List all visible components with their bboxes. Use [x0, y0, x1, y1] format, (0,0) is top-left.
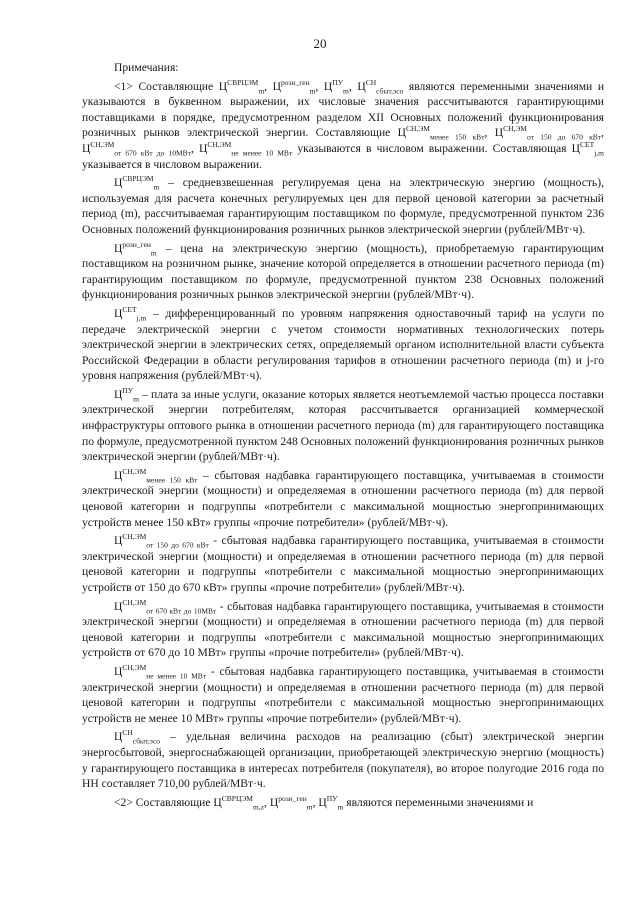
symbol-c-pu: $Ц^{ПУ}_m$ — [114, 386, 139, 404]
def-text: - сбытовая надбавка гарантирующего поставщика, учитываемая в стоимости электрической энергии (мощности) и определяемая в отношении расчетного периода (m) для первой ценовой категории и подгруппы «потребители с максимальной мощностью энергопринимающих устройств от 150 до 670 кВт» группы «прочие потребители» (рублей/МВт·ч). — [82, 534, 605, 594]
def-text: – плата за иные услуги, оказание которых является неотъемлемой частью процесса поставки электрической энергии потребителям, которая рассчитывается организацией коммерческой инфраструктуры оптового рынка в отношении расчетного периода (m) для гарантирующего поставщика по формуле, предусмотренной пунктом 248 Основных положений функционирования розничных рынков электрической энергии (рублей/МВт·ч). — [82, 387, 604, 464]
def-text: – средневзвешенная регулируемая цена на электрическую энергию (мощность), используемая для расчета конечных регулируемых цен для первой ценовой категории за расчетный период (m), рассчитываемая гарантирующим поставщиком по формуле, предусмотренной пунктом 236 Основных положений функционирования розничных рынков электрической энергии (рублей/МВт·ч). — [82, 176, 604, 236]
notes-section — [82, 60, 604, 813]
symbol-c-670-10: $Ц^{СН,ЭМ}_{от 670 кВт до 10МВт}$ — [114, 597, 217, 615]
def-text: – цена на электрическую энергию (мощность), приобретаемую гарантирующим поставщиком на розничном рынке, значение которой определяется в отношении расчетного периода (m) гарантирующим поставщиком по формуле, предусмотренной пунктом 238 Основных положений функционирования розничных рынков электрической энергии (рублей/МВт·ч). — [82, 241, 605, 302]
def-pu — [82, 387, 604, 465]
symbol-c-set: $Ц^{СЕТ}_{j,m}$ — [114, 305, 147, 323]
def-150-670 — [82, 533, 604, 595]
def-text: - сбытовая надбавка гарантирующего поставщика, учитываемая в стоимости электрической энергии (мощности) и определяемая в отношении расчетного периода (m) для первой ценовой категории и подгруппы «потребители с максимальной мощностью энергопринимающих устройств не менее 10 МВт» группы «прочие потребители» (рублей/МВт·ч). — [82, 664, 605, 725]
note-1-paragraph: <1> Составляющие $Ц^{СВРЦЭМ}_m$, $Ц^{розн\_ген}_m$, $Ц^{ПУ}_m$, $Ц^{СН}_{сбыт,эсо}$ являются переменными значениями и указываются в буквенном выражении, их числовые значения рассчитываются гарантирующими поставщиками в порядке, предусмотренном разделом XII Основных положений функционирования розничных рынков электрической энергии. Составляющие $Ц^{СН,ЭМ}_{менее 150 кВт}$, $Ц^{СН,ЭМ}_{от 150 до 670 кВт}$, $Ц^{СН,ЭМ}_{от 670 кВт до 10МВт}$, $Ц^{СН,ЭМ}_{не менее 10 МВт}$ указываются в числовом выражении. Составляющая $Ц^{СЕТ}_{j,m}$ указывается в числовом выражении. — [82, 77, 605, 171]
symbol-c-less-150: $Ц^{СН,ЭМ}_{менее 150 кВт}$ — [397, 124, 485, 142]
symbol-c-sbyt-eso: $Ц^{СН}_{сбыт,эсо}$ — [114, 728, 160, 746]
def-text: - сбытовая надбавка гарантирующего поставщика, учитываемая в стоимости электрической энергии (мощности) и определяемая в отношении расчетного периода (m) для первой ценовой категории и подгруппы «потребители с максимальной мощностью энергопринимающих устройств от 670 до 10 МВт» группы «прочие потребители» (рублей/МВт·ч). — [82, 599, 604, 660]
symbol-c-10: $Ц^{СН,ЭМ}_{не менее 10 МВт}$ — [114, 663, 207, 681]
def-set — [82, 306, 604, 384]
def-670-10 — [82, 599, 604, 661]
def-text: – удельная величина расходов на реализацию (сбыт) электрической энергии энергосбытовой, энергоснабжающей организации, приобретающей электрическую энергию (мощность) у гарантирующего поставщика в интересах потребителя (покупателя), во второе полугодие 2016 года по НН составляет 710,00 рублей/МВт·ч. — [82, 730, 604, 791]
symbol-c-10: $Ц^{СН,ЭМ}_{не менее 10 МВт}$ — [199, 140, 293, 158]
symbol-c-less-150: $Ц^{СН,ЭМ}_{менее 150 кВт}$ — [114, 466, 198, 485]
note-1-text-3: указывается в числовом выражении. — [82, 157, 263, 171]
symbol-c-rozn-gen: $Ц^{розн\_ген}_m$ — [114, 239, 157, 257]
def-svrcem — [82, 175, 604, 237]
symbol-c-svrcem: $Ц^{СВРЦЭМ}_m$ — [114, 174, 160, 192]
def-text: – дифференцированный по уровням напряжения одноставочный тариф на услуги по передаче электрической энергии с учетом стоимости нормативных технологических потерь электрической энергии в электрических сетях, определяемый органом исполнительной власти субъекта Российской Федерации в области регулирования тарифов в отношении расчетного периода (m) и j-го уровня напряжения (рублей/МВт·ч). — [82, 306, 604, 383]
def-rozn-gen — [82, 241, 604, 303]
symbol-c-150-670: $Ц^{СН,ЭМ}_{от 150 до 670 кВт}$ — [114, 532, 209, 550]
symbol-c-rozn-gen: $Ц^{розн\_ген}_m$ — [269, 793, 313, 812]
symbol-c-pu: $Ц^{ПУ}_m$ — [323, 77, 349, 95]
symbol-c-svrcem-mz: $Ц^{СВРЦЭМ}_{m,z}$ — [213, 793, 265, 812]
note-2-end: являются переменными значениями и — [346, 795, 534, 809]
note-2-paragraph: <2> Составляющие $Ц^{СВРЦЭМ}_{m,z}$, $Ц^{розн\_ген}_m$, $Ц^{ПУ}_m$ являются переменными значениями и — [114, 793, 534, 812]
symbol-c-pu: $Ц^{ПУ}_m$ — [318, 793, 344, 812]
symbol-c-sbyt-eso: $Ц^{СН}_{сбыт,эсо}$ — [357, 77, 404, 95]
notes-heading: Примечания: — [114, 61, 179, 74]
def-sbyt-eso — [82, 729, 604, 791]
note-1-start: <1> Составляющие — [114, 79, 214, 93]
symbol-c-670-10: $Ц^{СН,ЭМ}_{от 670 кВт до 10МВт}$ — [82, 140, 191, 158]
symbol-c-rozn-gen: $Ц^{розн\_ген}_m$ — [272, 77, 316, 95]
symbol-c-150-670: $Ц^{СН,ЭМ}_{от 150 до 670 кВт}$ — [494, 124, 602, 142]
def-less-150 — [82, 468, 604, 530]
def-10 — [82, 664, 604, 726]
page-number: 20 — [313, 36, 327, 51]
note-2-start: <2> Составляющие — [114, 795, 211, 809]
def-text: – сбытовая надбавка гарантирующего поставщика, учитываемая в стоимости электрической энергии (мощности) и определяемая в отношении расчетного периода (m) для первой ценовой категории и подгруппы «потребители с максимальной мощностью энергопринимающих устройств менее 150 кВт» группы «прочие потребители» (рублей/МВт·ч). — [82, 468, 604, 529]
note-1-text-2: указываются в числовом выражении. Составляющая — [297, 141, 567, 155]
symbol-c-svrcem: $Ц^{СВРЦЭМ}_m$ — [218, 77, 265, 95]
symbol-c-set: $Ц^{СЕТ}_{j,m}$ — [571, 140, 605, 158]
note-1-text-1: являются переменными значениями и указываются в буквенном выражении, их числовые значения рассчитываются гарантирующими поставщиками в порядке, предусмотренном разделом XII Основных положений функционирования розничных рынков электрической энергии. Составляющие — [82, 79, 605, 140]
